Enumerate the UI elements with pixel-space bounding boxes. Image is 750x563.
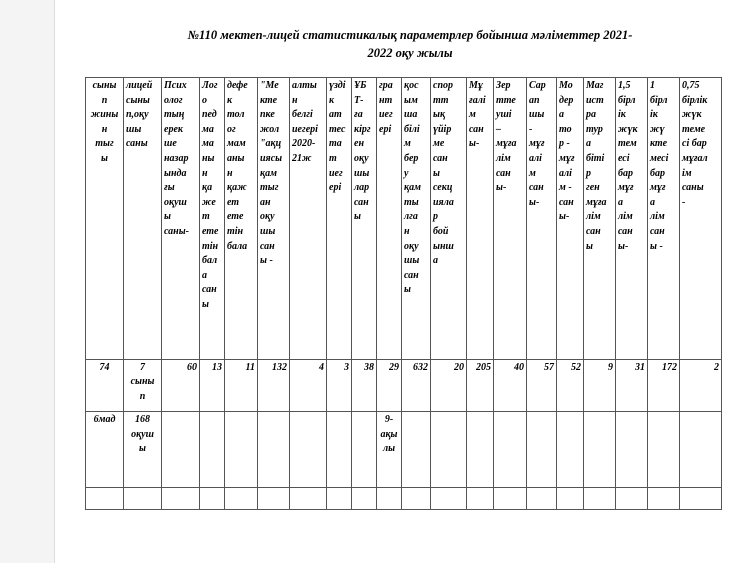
table-cell bbox=[162, 411, 200, 487]
table-cell: 13 bbox=[200, 359, 225, 411]
table-cell: 31 bbox=[616, 359, 648, 411]
empty-cell bbox=[225, 487, 258, 510]
table-cell: 38 bbox=[352, 359, 377, 411]
header-cell: Зер тте уші – мұға лім сан ы- bbox=[494, 78, 527, 360]
table-cell bbox=[467, 411, 494, 487]
table-cell: 9 bbox=[584, 359, 616, 411]
table-cell: 3 bbox=[327, 359, 352, 411]
empty-cell bbox=[124, 487, 162, 510]
table-cell: 6мад bbox=[86, 411, 124, 487]
empty-cell bbox=[527, 487, 557, 510]
header-cell: Псих олог тың ерек ше назар ында ғы оқуш ы саны- bbox=[162, 78, 200, 360]
table-cell bbox=[431, 411, 467, 487]
header-cell: 1 бірл ік жү кте месі бар мұғ а лім сан ы - bbox=[648, 78, 680, 360]
header-cell: қос ым ша білі м бер у қам ты лга н оқу шы сан ы bbox=[402, 78, 431, 360]
table-cell bbox=[402, 411, 431, 487]
table-cell: 57 bbox=[527, 359, 557, 411]
page-title bbox=[120, 26, 700, 62]
header-cell: Сар ап шы - мұғ алі м сан ы- bbox=[527, 78, 557, 360]
empty-cell bbox=[290, 487, 327, 510]
table-cell bbox=[680, 411, 722, 487]
table-cell bbox=[225, 411, 258, 487]
table-cell bbox=[648, 411, 680, 487]
table-cell bbox=[290, 411, 327, 487]
empty-cell bbox=[327, 487, 352, 510]
empty-cell bbox=[584, 487, 616, 510]
table-cell bbox=[327, 411, 352, 487]
title-line-1: №110 мектеп-лицей статистикалық параметрлер бойынша мәліметтер 2021- bbox=[187, 28, 633, 42]
table-cell: 132 bbox=[258, 359, 290, 411]
empty-cell bbox=[680, 487, 722, 510]
table-cell bbox=[616, 411, 648, 487]
header-cell: спор тт ық үйір ме сан ы секц ияла р бой ынш а bbox=[431, 78, 467, 360]
empty-cell bbox=[258, 487, 290, 510]
table-cell bbox=[557, 411, 584, 487]
table-cell: 632 bbox=[402, 359, 431, 411]
header-cell: гра нт иег ері bbox=[377, 78, 402, 360]
empty-cell bbox=[467, 487, 494, 510]
table-cell bbox=[527, 411, 557, 487]
empty-cell bbox=[162, 487, 200, 510]
table-header-row bbox=[86, 78, 722, 360]
table-cell bbox=[258, 411, 290, 487]
header-cell: 1,5 бірл ік жүк тем есі бар мұғ а лім сан ы- bbox=[616, 78, 648, 360]
table-cell bbox=[200, 411, 225, 487]
table-cell bbox=[584, 411, 616, 487]
slide-left-strip bbox=[0, 0, 55, 563]
table-cell: 172 bbox=[648, 359, 680, 411]
table-cell: 7 сыны п bbox=[124, 359, 162, 411]
table-cell: 205 bbox=[467, 359, 494, 411]
table-cell bbox=[352, 411, 377, 487]
empty-cell bbox=[431, 487, 467, 510]
title-line-2: 2022 оқу жылы bbox=[367, 46, 453, 60]
header-cell: 0,75 бірлік жүк теме сі бар мұғал ім саны - bbox=[680, 78, 722, 360]
header-cell: дефе к тол ог мам аны н қаж ет ете тін бала bbox=[225, 78, 258, 360]
header-cell: ҰБ Т- ға кірг ен оқу шы лар сан ы bbox=[352, 78, 377, 360]
statistics-table bbox=[85, 77, 722, 510]
table-cell: 11 bbox=[225, 359, 258, 411]
empty-cell bbox=[648, 487, 680, 510]
table-row bbox=[86, 487, 722, 510]
table-row bbox=[86, 359, 722, 411]
table-cell: 40 bbox=[494, 359, 527, 411]
empty-cell bbox=[616, 487, 648, 510]
table-row bbox=[86, 411, 722, 487]
empty-cell bbox=[86, 487, 124, 510]
header-cell: Лог о пед ма ма ны н қа же т ете тін бал а сан ы bbox=[200, 78, 225, 360]
header-cell: Мо дер а то р - мұғ алі м - сан ы- bbox=[557, 78, 584, 360]
empty-cell bbox=[402, 487, 431, 510]
table-cell: 168 оқуш ы bbox=[124, 411, 162, 487]
table-cell bbox=[494, 411, 527, 487]
table-cell: 2 bbox=[680, 359, 722, 411]
header-cell: лицей сыны п,оқу шы саны bbox=[124, 78, 162, 360]
table-cell: 60 bbox=[162, 359, 200, 411]
table-cell: 9- ақы лы bbox=[377, 411, 402, 487]
empty-cell bbox=[494, 487, 527, 510]
header-cell: Маг ист ра тур а біті р ген мұға лім сан ы bbox=[584, 78, 616, 360]
empty-cell bbox=[200, 487, 225, 510]
header-cell: үзді к ат тес та т иег ері bbox=[327, 78, 352, 360]
table-cell: 20 bbox=[431, 359, 467, 411]
header-cell: сыны п жины н тыг ы bbox=[86, 78, 124, 360]
table-cell: 52 bbox=[557, 359, 584, 411]
header-cell: Мұ ғалі м сан ы- bbox=[467, 78, 494, 360]
table-cell: 29 bbox=[377, 359, 402, 411]
empty-cell bbox=[377, 487, 402, 510]
empty-cell bbox=[557, 487, 584, 510]
table-cell: 4 bbox=[290, 359, 327, 411]
empty-cell bbox=[352, 487, 377, 510]
header-cell: "Ме кте пке жол "ақц иясы қам тыг ан оқу шы сан ы - bbox=[258, 78, 290, 360]
header-cell: алты н белгі иегері 2020- 21ж bbox=[290, 78, 327, 360]
table-cell: 74 bbox=[86, 359, 124, 411]
